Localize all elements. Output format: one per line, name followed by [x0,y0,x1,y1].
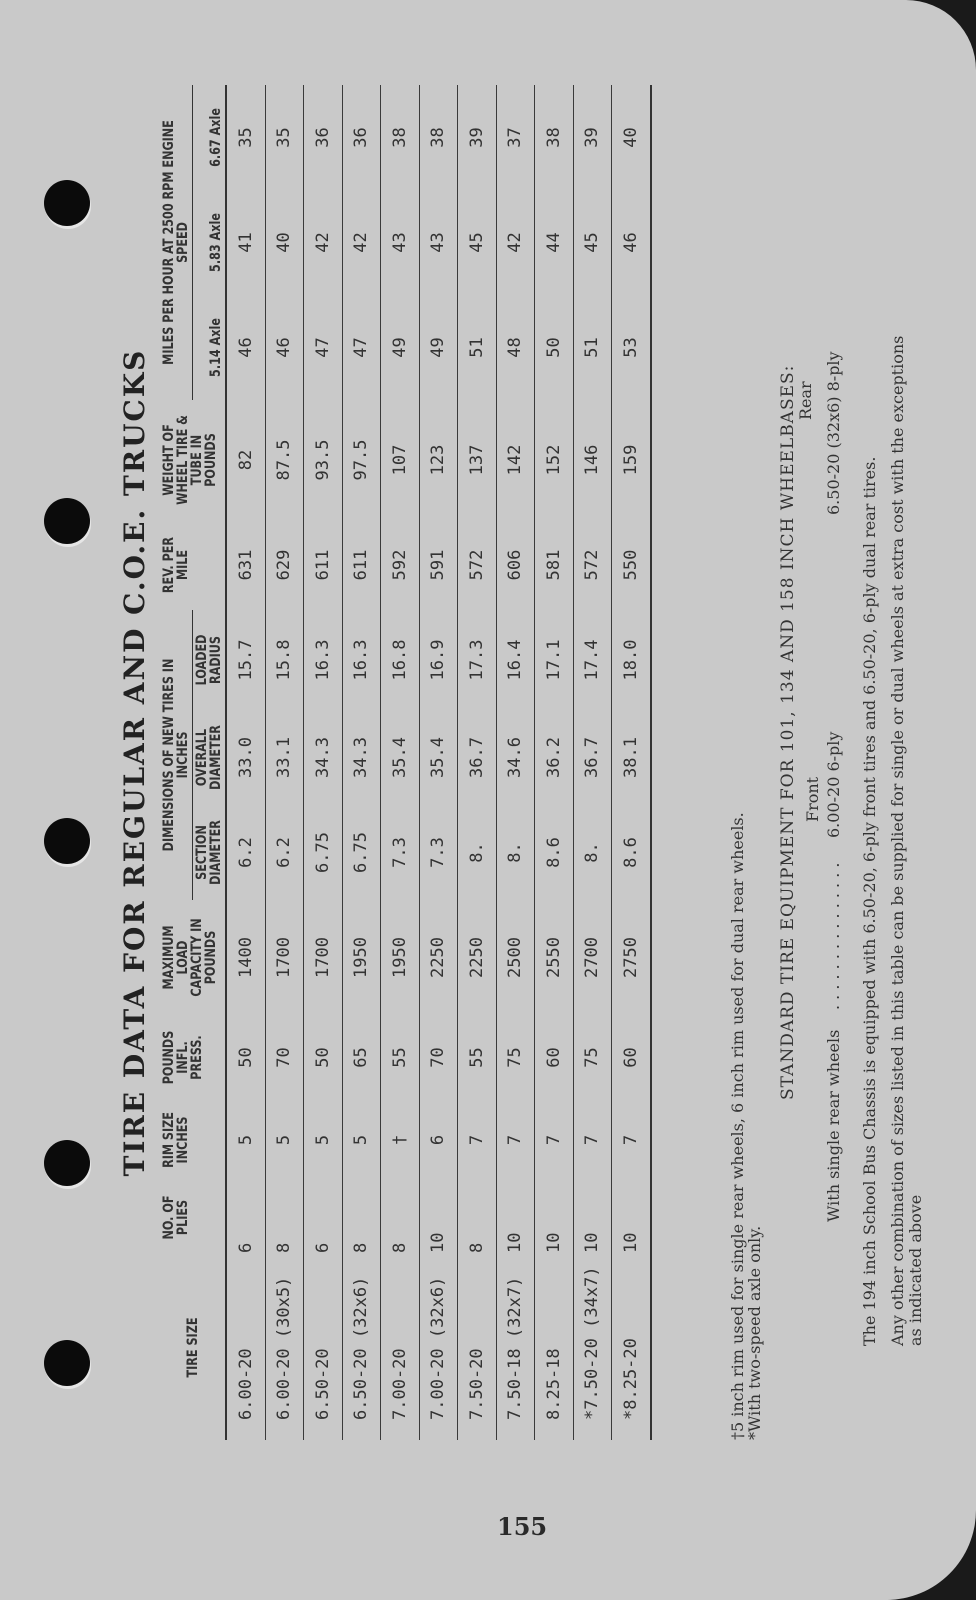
table-cell: 8.6 [535,805,574,900]
table-row [612,85,651,1440]
table-cell: 5 [226,1100,265,1180]
table-cell: 75 [573,1015,612,1100]
table-cell: 7 [573,1100,612,1180]
table-cell: 38 [381,85,420,190]
table-row [265,85,304,1440]
front-label: Front [803,776,822,822]
table-cell: 50 [535,295,574,400]
footnote-asterisk: *With two-speed axle only. [745,1225,764,1440]
table-cell: 43 [419,190,458,295]
table-cell: 53 [612,295,651,400]
table-cell: 65 [342,1015,381,1100]
col-header-axle-583: 5.83 Axle [208,213,224,272]
col-header-inflation: POUNDS INFL. PRESS. [161,1030,205,1085]
table-cell: 40 [612,85,651,190]
table-cell: 10 [573,1180,612,1255]
table-cell: 550 [612,520,651,610]
table-cell: 35 [265,85,304,190]
front-tire-value: 6.00-20 6-ply [824,731,843,838]
table-cell: 47 [304,295,343,400]
table-cell: 34.3 [342,710,381,805]
table-cell: 50 [226,1015,265,1100]
table-cell: 8.25-18 [535,1255,574,1440]
table-cell: 47 [342,295,381,400]
table-cell: 107 [381,400,420,520]
table-row [458,85,497,1440]
table-row [496,85,535,1440]
table-cell: 36.7 [458,710,497,805]
table-cell: 70 [265,1015,304,1100]
table-cell: 606 [496,520,535,610]
table-cell: 15.8 [265,610,304,710]
table-cell: 42 [342,190,381,295]
table-cell: 16.8 [381,610,420,710]
col-header-rev-per-mile: REV. PER MILE [161,536,191,594]
table-cell: 6 [419,1100,458,1180]
table-cell: 17.1 [535,610,574,710]
table-cell: *8.25-20 [612,1255,651,1440]
tire-data-table [160,85,652,1440]
table-cell: 6.75 [304,805,343,900]
single-rear-wheels-label: With single rear wheels [824,1029,843,1222]
rear-tire-value: 6.50-20 (32x6) 8-ply [824,351,843,515]
table-cell: 36.7 [573,710,612,805]
table-cell: 159 [612,400,651,520]
table-cell: 1700 [265,900,304,1015]
table-cell: 5 [304,1100,343,1180]
table-cell: 611 [342,520,381,610]
table-row [419,85,458,1440]
table-cell: 45 [458,190,497,295]
table-cell: 7 [612,1100,651,1180]
table-cell: 35 [226,85,265,190]
table-cell: 1400 [226,900,265,1015]
table-cell: 8. [573,805,612,900]
table-cell: 46 [226,295,265,400]
table-cell: 16.3 [342,610,381,710]
group-header-mph: MILES PER HOUR AT 2500 RPM ENGINE SPEED [160,116,193,368]
table-cell: 34.3 [304,710,343,805]
table-cell: 15.7 [226,610,265,710]
table-cell: 36 [342,85,381,190]
table-cell: 8. [496,805,535,900]
col-header-weight: WEIGHT OF WHEEL TIRE & TUBE IN POUNDS [161,415,219,505]
table-cell: 7.3 [381,805,420,900]
table-cell: 8 [381,1180,420,1255]
table-cell: 6.2 [226,805,265,900]
col-header-overall-diameter: OVERALL DIAMETER [194,725,224,790]
table-cell: 48 [496,295,535,400]
table-cell: 70 [419,1015,458,1100]
table-cell: 40 [265,190,304,295]
table-cell: 50 [304,1015,343,1100]
table-cell: 1950 [381,900,420,1015]
table-cell: 42 [304,190,343,295]
table-cell: 6.2 [265,805,304,900]
table-cell: 8. [458,805,497,900]
col-header-tire-size: TIRE SIZE [184,1317,201,1378]
table-cell: 7.50-18 (32x7) [496,1255,535,1440]
table-cell: 38 [419,85,458,190]
table-cell: 2750 [612,900,651,1015]
table-cell: 5 [265,1100,304,1180]
table-cell: 33.1 [265,710,304,805]
table-cell: 592 [381,520,420,610]
table-cell: 7 [496,1100,535,1180]
table-cell: 16.3 [304,610,343,710]
other-combination-note-cont: as indicated above [906,1194,925,1346]
table-cell: 8 [265,1180,304,1255]
table-cell: 35.4 [419,710,458,805]
table-cell: 43 [381,190,420,295]
table-cell: 7 [535,1100,574,1180]
table-cell: 17.4 [573,610,612,710]
table-cell: 8 [458,1180,497,1255]
table-cell: 572 [573,520,612,610]
table-cell: 2250 [458,900,497,1015]
table-cell: 8.6 [612,805,651,900]
col-header-plies: NO. OF PLIES [161,1195,191,1240]
col-header-section-diameter: SECTION DIAMETER [194,820,224,885]
page-number: 155 [497,1512,548,1541]
page-title: TIRE DATA FOR REGULAR AND C.O.E. TRUCKS [118,348,151,1177]
table-cell: 93.5 [304,400,343,520]
table-cell: 8 [342,1180,381,1255]
footnote-dagger: †5 inch rim used for single rear wheels, 6 inch rim used for dual rear wheels. [728,812,747,1440]
table-cell: 2700 [573,900,612,1015]
table-cell: 38 [535,85,574,190]
table-cell: 41 [226,190,265,295]
table-cell: 2550 [535,900,574,1015]
table-cell: 6 [226,1180,265,1255]
table-cell: 75 [496,1015,535,1100]
table-cell: 36 [304,85,343,190]
table-cell: † [381,1100,420,1180]
table-cell: 6.00-20 [226,1255,265,1440]
table-cell: 18.0 [612,610,651,710]
table-cell: 581 [535,520,574,610]
table-cell: 49 [381,295,420,400]
col-header-axle-514: 5.14 Axle [208,318,224,377]
table-row [342,85,381,1440]
table-cell: 51 [458,295,497,400]
col-header-axle-667: 6.67 Axle [208,108,224,167]
table-cell: 82 [226,400,265,520]
table-cell: 16.9 [419,610,458,710]
table-cell: 46 [612,190,651,295]
table-cell: 6.50-20 (32x6) [342,1255,381,1440]
table-cell: 97.5 [342,400,381,520]
table-cell: 146 [573,400,612,520]
table-cell: 55 [458,1015,497,1100]
table-cell: 123 [419,400,458,520]
table-cell: 10 [496,1180,535,1255]
table-cell: 6.00-20 (30x5) [265,1255,304,1440]
col-header-rim-size: RIM SIZE INCHES [161,1112,191,1168]
table-row [226,85,265,1440]
dot-leader: . . . . . . . . . . . . . . . [824,862,843,1010]
table-cell: 49 [419,295,458,400]
table-cell: 6.75 [342,805,381,900]
school-bus-note: The 194 inch School Bus Chassis is equipped with 6.50-20, 6-ply front tires and 6.50-20, 6-ply dual rear tires. [860,456,879,1346]
table-cell: 39 [458,85,497,190]
table-cell: 38.1 [612,710,651,805]
table-row [304,85,343,1440]
table-cell: 42 [496,190,535,295]
table-cell: 60 [612,1015,651,1100]
other-combination-note: Any other combination of sizes listed in this table can be supplied for single or dual wheels at extra cost with the exceptions [888,335,907,1346]
table-cell: 152 [535,400,574,520]
standard-equipment-heading: STANDARD TIRE EQUIPMENT FOR 101, 134 AND 158 INCH WHEELBASES: [778,364,798,1100]
table-cell: 46 [265,295,304,400]
table-cell: 629 [265,520,304,610]
table-cell: 60 [535,1015,574,1100]
col-header-load-capacity: MAXIMUM LOAD CAPACITY IN POUNDS [161,918,219,997]
table-cell: 591 [419,520,458,610]
table-cell: 16.4 [496,610,535,710]
col-header-loaded-radius: LOADED RADIUS [194,634,224,686]
table-cell: 2250 [419,900,458,1015]
table-cell: 37 [496,85,535,190]
table-cell: 7 [458,1100,497,1180]
table-cell: 7.3 [419,805,458,900]
table-cell: 45 [573,190,612,295]
table-cell: 572 [458,520,497,610]
table-cell: 7.00-20 (32x6) [419,1255,458,1440]
table-cell: 10 [535,1180,574,1255]
table-cell: 35.4 [381,710,420,805]
table-cell: 6 [304,1180,343,1255]
table-cell: 10 [612,1180,651,1255]
table-cell: 137 [458,400,497,520]
table-cell: 7.50-20 [458,1255,497,1440]
table-row [535,85,574,1440]
table-cell: 631 [226,520,265,610]
table-cell: 87.5 [265,400,304,520]
table-row [381,85,420,1440]
table-cell: 36.2 [535,710,574,805]
table-cell: 142 [496,400,535,520]
table-cell: 10 [419,1180,458,1255]
table-cell: 44 [535,190,574,295]
table-cell: 39 [573,85,612,190]
table-cell: 6.50-20 [304,1255,343,1440]
table-cell: 2500 [496,900,535,1015]
table-cell: 17.3 [458,610,497,710]
table-cell: 1700 [304,900,343,1015]
table-cell: 51 [573,295,612,400]
table-cell: *7.50-20 (34x7) [573,1255,612,1440]
group-header-dimensions: DIMENSIONS OF NEW TIRES IN INCHES [160,639,193,871]
table-cell: 34.6 [496,710,535,805]
table-cell: 5 [342,1100,381,1180]
table-body [226,85,651,1440]
rear-label: Rear [796,381,815,420]
table-row [573,85,612,1440]
table-cell: 611 [304,520,343,610]
table-cell: 7.00-20 [381,1255,420,1440]
table-cell: 1950 [342,900,381,1015]
table-cell: 33.0 [226,710,265,805]
table-cell: 55 [381,1015,420,1100]
